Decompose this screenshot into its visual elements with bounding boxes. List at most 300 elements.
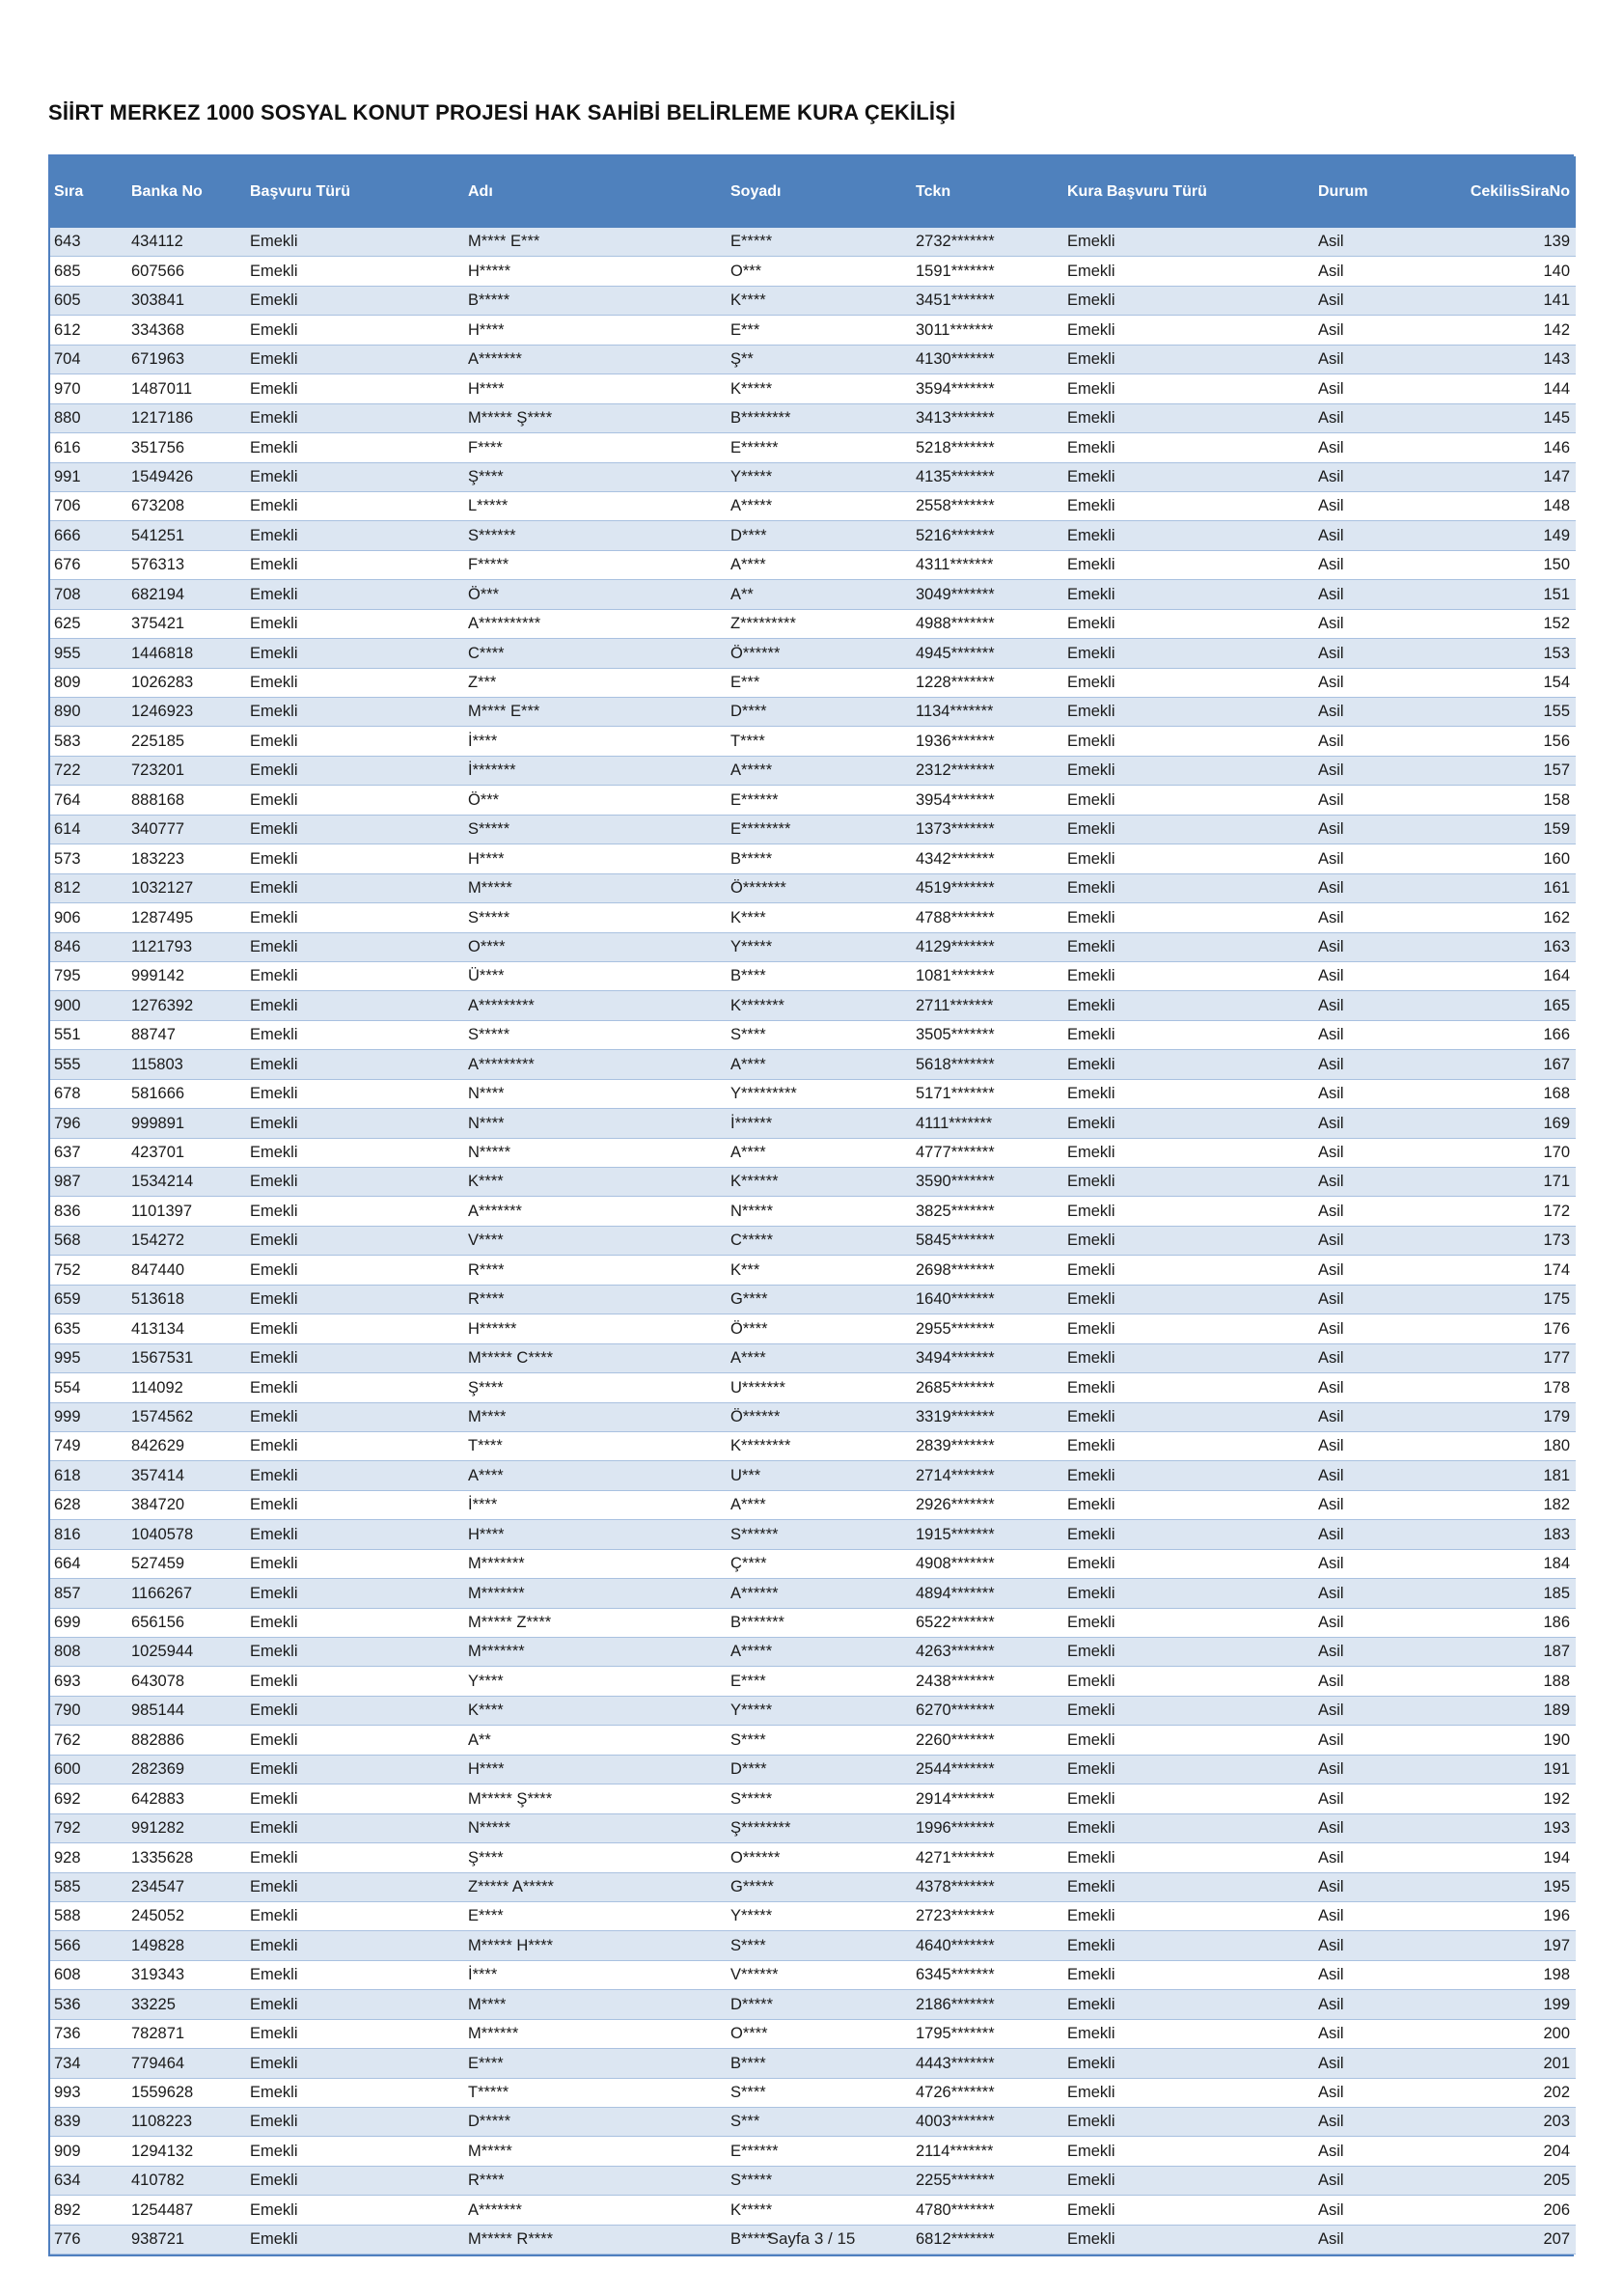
table-row — [50, 1872, 1576, 1901]
cell-soyadi: E****** — [727, 2137, 912, 2166]
cell-banka-no: 673208 — [127, 491, 246, 520]
cell-banka-no: 1567531 — [127, 1343, 246, 1372]
cell-cekilis-sira-no: 201 — [1400, 2049, 1576, 2078]
cell-durum: Asil — [1314, 961, 1400, 990]
cell-kura-basvuru-turu: Emekli — [1063, 1050, 1314, 1079]
cell-basvuru-turu: Emekli — [246, 1755, 464, 1784]
cell-basvuru-turu: Emekli — [246, 462, 464, 491]
cell-cekilis-sira-no: 163 — [1400, 932, 1576, 961]
cell-basvuru-turu: Emekli — [246, 580, 464, 609]
cell-durum: Asil — [1314, 521, 1400, 550]
cell-adi: Z*** — [464, 668, 727, 697]
table-row — [50, 2049, 1576, 2078]
table-row — [50, 550, 1576, 579]
cell-durum: Asil — [1314, 1109, 1400, 1138]
cell-basvuru-turu: Emekli — [246, 1520, 464, 1549]
cell-tckn: 4378******* — [912, 1872, 1063, 1901]
cell-durum: Asil — [1314, 1431, 1400, 1460]
cell-basvuru-turu: Emekli — [246, 1696, 464, 1725]
cell-durum: Asil — [1314, 903, 1400, 932]
cell-durum: Asil — [1314, 2196, 1400, 2225]
cell-adi: H****** — [464, 1314, 727, 1343]
cell-cekilis-sira-no: 180 — [1400, 1431, 1576, 1460]
table-row — [50, 1079, 1576, 1108]
cell-cekilis-sira-no: 175 — [1400, 1285, 1576, 1314]
cell-banka-no: 999142 — [127, 961, 246, 990]
cell-banka-no: 1108223 — [127, 2108, 246, 2137]
cell-cekilis-sira-no: 191 — [1400, 1755, 1576, 1784]
cell-kura-basvuru-turu: Emekli — [1063, 756, 1314, 785]
cell-cekilis-sira-no: 194 — [1400, 1843, 1576, 1872]
cell-kura-basvuru-turu: Emekli — [1063, 521, 1314, 550]
cell-durum: Asil — [1314, 1373, 1400, 1402]
table-row — [50, 1549, 1576, 1578]
cell-kura-basvuru-turu: Emekli — [1063, 961, 1314, 990]
cell-basvuru-turu: Emekli — [246, 345, 464, 373]
cell-basvuru-turu: Emekli — [246, 433, 464, 462]
cell-tckn: 3590******* — [912, 1168, 1063, 1197]
cell-adi: H**** — [464, 1755, 727, 1784]
cell-basvuru-turu: Emekli — [246, 1990, 464, 2019]
cell-banka-no: 183223 — [127, 844, 246, 873]
cell-tckn: 6812******* — [912, 2225, 1063, 2254]
cell-sira: 685 — [50, 257, 127, 286]
cell-sira: 612 — [50, 316, 127, 345]
cell-tckn: 4945******* — [912, 639, 1063, 668]
cell-tckn: 4780******* — [912, 2196, 1063, 2225]
cell-sira: 776 — [50, 2225, 127, 2254]
cell-soyadi: E***** — [727, 228, 912, 257]
cell-sira: 678 — [50, 1079, 127, 1108]
cell-adi: İ**** — [464, 727, 727, 756]
cell-adi: H**** — [464, 316, 727, 345]
cell-banka-no: 1549426 — [127, 462, 246, 491]
cell-kura-basvuru-turu: Emekli — [1063, 2078, 1314, 2107]
cell-kura-basvuru-turu: Emekli — [1063, 1431, 1314, 1460]
cell-sira: 637 — [50, 1138, 127, 1167]
cell-kura-basvuru-turu: Emekli — [1063, 257, 1314, 286]
cell-adi: M***** Ş**** — [464, 403, 727, 432]
table-row — [50, 1109, 1576, 1138]
cell-soyadi: A** — [727, 580, 912, 609]
cell-cekilis-sira-no: 170 — [1400, 1138, 1576, 1167]
cell-basvuru-turu: Emekli — [246, 1168, 464, 1197]
cell-sira: 736 — [50, 2019, 127, 2048]
cell-soyadi: N***** — [727, 1197, 912, 1226]
cell-adi: O**** — [464, 932, 727, 961]
cell-adi: M**** — [464, 1402, 727, 1431]
cell-cekilis-sira-no: 187 — [1400, 1638, 1576, 1667]
cell-durum: Asil — [1314, 1667, 1400, 1696]
cell-sira: 573 — [50, 844, 127, 873]
cell-adi: Ö*** — [464, 786, 727, 815]
cell-banka-no: 1534214 — [127, 1168, 246, 1197]
cell-soyadi: A**** — [727, 1343, 912, 1372]
cell-kura-basvuru-turu: Emekli — [1063, 316, 1314, 345]
cell-banka-no: 513618 — [127, 1285, 246, 1314]
cell-banka-no: 351756 — [127, 433, 246, 462]
table-row — [50, 1520, 1576, 1549]
cell-durum: Asil — [1314, 2049, 1400, 2078]
cell-tckn: 1996******* — [912, 1813, 1063, 1842]
cell-basvuru-turu: Emekli — [246, 1020, 464, 1049]
cell-sira: 790 — [50, 1696, 127, 1725]
cell-cekilis-sira-no: 149 — [1400, 521, 1576, 550]
table-row — [50, 2108, 1576, 2137]
cell-soyadi: Ş** — [727, 345, 912, 373]
cell-banka-no: 643078 — [127, 1667, 246, 1696]
cell-tckn: 1915******* — [912, 1520, 1063, 1549]
cell-soyadi: S**** — [727, 1726, 912, 1755]
cell-kura-basvuru-turu: Emekli — [1063, 1638, 1314, 1667]
table-row — [50, 1343, 1576, 1372]
cell-soyadi: D***** — [727, 1990, 912, 2019]
cell-soyadi: S****** — [727, 1520, 912, 1549]
cell-soyadi: A***** — [727, 491, 912, 520]
cell-cekilis-sira-no: 157 — [1400, 756, 1576, 785]
cell-kura-basvuru-turu: Emekli — [1063, 433, 1314, 462]
table-row — [50, 1638, 1576, 1667]
cell-durum: Asil — [1314, 1050, 1400, 1079]
cell-cekilis-sira-no: 174 — [1400, 1256, 1576, 1285]
cell-basvuru-turu: Emekli — [246, 815, 464, 844]
cell-cekilis-sira-no: 197 — [1400, 1931, 1576, 1960]
cell-banka-no: 115803 — [127, 1050, 246, 1079]
cell-banka-no: 882886 — [127, 1726, 246, 1755]
cell-kura-basvuru-turu: Emekli — [1063, 2137, 1314, 2166]
cell-soyadi: A***** — [727, 756, 912, 785]
cell-tckn: 4908******* — [912, 1549, 1063, 1578]
cell-tckn: 1373******* — [912, 815, 1063, 844]
cell-soyadi: G***** — [727, 1872, 912, 1901]
cell-basvuru-turu: Emekli — [246, 609, 464, 638]
cell-basvuru-turu: Emekli — [246, 1285, 464, 1314]
cell-kura-basvuru-turu: Emekli — [1063, 2049, 1314, 2078]
cell-banka-no: 1294132 — [127, 2137, 246, 2166]
cell-sira: 708 — [50, 580, 127, 609]
cell-adi: Y**** — [464, 1667, 727, 1696]
cell-cekilis-sira-no: 177 — [1400, 1343, 1576, 1372]
cell-adi: M***** R**** — [464, 2225, 727, 2254]
cell-adi: Z***** A***** — [464, 1872, 727, 1901]
cell-tckn: 2114******* — [912, 2137, 1063, 2166]
cell-tckn: 1936******* — [912, 727, 1063, 756]
cell-kura-basvuru-turu: Emekli — [1063, 1402, 1314, 1431]
cell-adi: H**** — [464, 844, 727, 873]
table-row — [50, 1050, 1576, 1079]
cell-tckn: 4130******* — [912, 345, 1063, 373]
cell-durum: Asil — [1314, 1960, 1400, 1989]
cell-sira: 588 — [50, 1901, 127, 1930]
cell-adi: M***** — [464, 873, 727, 902]
cell-sira: 693 — [50, 1667, 127, 1696]
cell-cekilis-sira-no: 151 — [1400, 580, 1576, 609]
header-col-basvuru-turu: Başvuru Türü — [246, 156, 464, 228]
cell-sira: 634 — [50, 2166, 127, 2195]
cell-adi: A********** — [464, 609, 727, 638]
cell-basvuru-turu: Emekli — [246, 374, 464, 403]
cell-kura-basvuru-turu: Emekli — [1063, 2019, 1314, 2048]
cell-basvuru-turu: Emekli — [246, 1931, 464, 1960]
cell-cekilis-sira-no: 148 — [1400, 491, 1576, 520]
cell-soyadi: Y***** — [727, 1696, 912, 1725]
cell-durum: Asil — [1314, 1079, 1400, 1108]
cell-cekilis-sira-no: 189 — [1400, 1696, 1576, 1725]
cell-kura-basvuru-turu: Emekli — [1063, 1490, 1314, 1519]
table-row — [50, 286, 1576, 315]
cell-tckn: 1640******* — [912, 1285, 1063, 1314]
cell-banka-no: 888168 — [127, 786, 246, 815]
cell-durum: Asil — [1314, 1579, 1400, 1608]
cell-sira: 551 — [50, 1020, 127, 1049]
cell-banka-no: 642883 — [127, 1784, 246, 1813]
cell-tckn: 2714******* — [912, 1461, 1063, 1490]
cell-kura-basvuru-turu: Emekli — [1063, 286, 1314, 315]
cell-basvuru-turu: Emekli — [246, 961, 464, 990]
cell-tckn: 3049******* — [912, 580, 1063, 609]
cell-kura-basvuru-turu: Emekli — [1063, 609, 1314, 638]
cell-tckn: 3594******* — [912, 374, 1063, 403]
cell-durum: Asil — [1314, 786, 1400, 815]
cell-tckn: 4988******* — [912, 609, 1063, 638]
cell-kura-basvuru-turu: Emekli — [1063, 2166, 1314, 2195]
cell-basvuru-turu: Emekli — [246, 521, 464, 550]
cell-banka-no: 1254487 — [127, 2196, 246, 2225]
cell-sira: 628 — [50, 1490, 127, 1519]
cell-banka-no: 423701 — [127, 1138, 246, 1167]
cell-cekilis-sira-no: 166 — [1400, 1020, 1576, 1049]
cell-sira: 999 — [50, 1402, 127, 1431]
table-row — [50, 2137, 1576, 2166]
cell-cekilis-sira-no: 190 — [1400, 1726, 1576, 1755]
cell-tckn: 6345******* — [912, 1960, 1063, 1989]
cell-sira: 892 — [50, 2196, 127, 2225]
cell-banka-no: 991282 — [127, 1813, 246, 1842]
cell-durum: Asil — [1314, 580, 1400, 609]
cell-tckn: 1134******* — [912, 698, 1063, 727]
cell-basvuru-turu: Emekli — [246, 2166, 464, 2195]
cell-cekilis-sira-no: 140 — [1400, 257, 1576, 286]
cell-sira: 890 — [50, 698, 127, 727]
cell-adi: Ş**** — [464, 1843, 727, 1872]
cell-kura-basvuru-turu: Emekli — [1063, 1314, 1314, 1343]
cell-adi: A**** — [464, 1461, 727, 1490]
cell-cekilis-sira-no: 162 — [1400, 903, 1576, 932]
cell-banka-no: 154272 — [127, 1226, 246, 1255]
cell-durum: Asil — [1314, 550, 1400, 579]
cell-adi: D***** — [464, 2108, 727, 2137]
cell-tckn: 4129******* — [912, 932, 1063, 961]
cell-durum: Asil — [1314, 1256, 1400, 1285]
cell-cekilis-sira-no: 192 — [1400, 1784, 1576, 1813]
cell-tckn: 3451******* — [912, 286, 1063, 315]
cell-banka-no: 149828 — [127, 1931, 246, 1960]
cell-kura-basvuru-turu: Emekli — [1063, 1667, 1314, 1696]
cell-soyadi: A****** — [727, 1579, 912, 1608]
cell-sira: 928 — [50, 1843, 127, 1872]
cell-banka-no: 114092 — [127, 1373, 246, 1402]
cell-kura-basvuru-turu: Emekli — [1063, 580, 1314, 609]
cell-adi: M******* — [464, 1579, 727, 1608]
cell-durum: Asil — [1314, 815, 1400, 844]
cell-basvuru-turu: Emekli — [246, 1872, 464, 1901]
cell-kura-basvuru-turu: Emekli — [1063, 1579, 1314, 1608]
cell-cekilis-sira-no: 200 — [1400, 2019, 1576, 2048]
cell-soyadi: A**** — [727, 1050, 912, 1079]
cell-sira: 846 — [50, 932, 127, 961]
cell-adi: R**** — [464, 2166, 727, 2195]
cell-kura-basvuru-turu: Emekli — [1063, 727, 1314, 756]
cell-sira: 796 — [50, 1109, 127, 1138]
cell-banka-no: 1166267 — [127, 1579, 246, 1608]
cell-durum: Asil — [1314, 1343, 1400, 1372]
cell-cekilis-sira-no: 143 — [1400, 345, 1576, 373]
table-row — [50, 1667, 1576, 1696]
cell-kura-basvuru-turu: Emekli — [1063, 698, 1314, 727]
cell-soyadi: U******* — [727, 1373, 912, 1402]
cell-durum: Asil — [1314, 1549, 1400, 1578]
cell-kura-basvuru-turu: Emekli — [1063, 1696, 1314, 1725]
cell-sira: 583 — [50, 727, 127, 756]
cell-soyadi: O****** — [727, 1843, 912, 1872]
cell-banka-no: 357414 — [127, 1461, 246, 1490]
table-row — [50, 844, 1576, 873]
cell-durum: Asil — [1314, 1314, 1400, 1343]
cell-basvuru-turu: Emekli — [246, 639, 464, 668]
cell-durum: Asil — [1314, 1990, 1400, 2019]
cell-sira: 812 — [50, 873, 127, 902]
cell-basvuru-turu: Emekli — [246, 932, 464, 961]
table-row — [50, 698, 1576, 727]
cell-sira: 625 — [50, 609, 127, 638]
cell-tckn: 5216******* — [912, 521, 1063, 550]
cell-cekilis-sira-no: 164 — [1400, 961, 1576, 990]
header-col-cekilis-sira-no: CekilisSiraNo — [1400, 156, 1576, 228]
cell-basvuru-turu: Emekli — [246, 1579, 464, 1608]
cell-kura-basvuru-turu: Emekli — [1063, 1990, 1314, 2019]
cell-soyadi: E****** — [727, 786, 912, 815]
cell-tckn: 4263******* — [912, 1638, 1063, 1667]
cell-tckn: 4311******* — [912, 550, 1063, 579]
cell-kura-basvuru-turu: Emekli — [1063, 786, 1314, 815]
cell-banka-no: 334368 — [127, 316, 246, 345]
cell-soyadi: D**** — [727, 1755, 912, 1784]
cell-adi: A********* — [464, 991, 727, 1020]
cell-kura-basvuru-turu: Emekli — [1063, 1373, 1314, 1402]
cell-sira: 536 — [50, 1990, 127, 2019]
table-row — [50, 1843, 1576, 1872]
cell-cekilis-sira-no: 147 — [1400, 462, 1576, 491]
cell-basvuru-turu: Emekli — [246, 1960, 464, 1989]
table-row — [50, 403, 1576, 432]
cell-tckn: 3954******* — [912, 786, 1063, 815]
cell-tckn: 5618******* — [912, 1050, 1063, 1079]
cell-durum: Asil — [1314, 1638, 1400, 1667]
table-row — [50, 345, 1576, 373]
cell-adi: A******* — [464, 1197, 727, 1226]
header-col-soyadi: Soyadı — [727, 156, 912, 228]
table-row — [50, 756, 1576, 785]
cell-sira: 809 — [50, 668, 127, 697]
cell-sira: 955 — [50, 639, 127, 668]
cell-basvuru-turu: Emekli — [246, 1079, 464, 1108]
header-col-banka-no: Banka No — [127, 156, 246, 228]
cell-adi: F**** — [464, 433, 727, 462]
cell-basvuru-turu: Emekli — [246, 698, 464, 727]
cell-sira: 566 — [50, 1931, 127, 1960]
cell-kura-basvuru-turu: Emekli — [1063, 1931, 1314, 1960]
cell-adi: İ******* — [464, 756, 727, 785]
cell-cekilis-sira-no: 159 — [1400, 815, 1576, 844]
cell-tckn: 2914******* — [912, 1784, 1063, 1813]
cell-tckn: 2438******* — [912, 1667, 1063, 1696]
cell-adi: K**** — [464, 1696, 727, 1725]
cell-adi: M***** C**** — [464, 1343, 727, 1372]
cell-basvuru-turu: Emekli — [246, 1784, 464, 1813]
cell-tckn: 4003******* — [912, 2108, 1063, 2137]
cell-cekilis-sira-no: 165 — [1400, 991, 1576, 1020]
cell-adi: A******* — [464, 345, 727, 373]
cell-sira: 752 — [50, 1256, 127, 1285]
cell-kura-basvuru-turu: Emekli — [1063, 873, 1314, 902]
table-row — [50, 1490, 1576, 1519]
cell-basvuru-turu: Emekli — [246, 1314, 464, 1343]
table-row — [50, 580, 1576, 609]
cell-soyadi: K***** — [727, 2196, 912, 2225]
cell-kura-basvuru-turu: Emekli — [1063, 1197, 1314, 1226]
cell-adi: A******* — [464, 2196, 727, 2225]
cell-durum: Asil — [1314, 1138, 1400, 1167]
cell-basvuru-turu: Emekli — [246, 316, 464, 345]
cell-basvuru-turu: Emekli — [246, 286, 464, 315]
cell-durum: Asil — [1314, 1784, 1400, 1813]
table-row — [50, 2078, 1576, 2107]
cell-tckn: 2711******* — [912, 991, 1063, 1020]
cell-soyadi: E****** — [727, 433, 912, 462]
cell-soyadi: S***** — [727, 1784, 912, 1813]
cell-sira: 608 — [50, 1960, 127, 1989]
cell-adi: N**** — [464, 1079, 727, 1108]
cell-durum: Asil — [1314, 2137, 1400, 2166]
cell-banka-no: 1574562 — [127, 1402, 246, 1431]
cell-kura-basvuru-turu: Emekli — [1063, 1901, 1314, 1930]
cell-kura-basvuru-turu: Emekli — [1063, 991, 1314, 1020]
cell-cekilis-sira-no: 188 — [1400, 1667, 1576, 1696]
cell-soyadi: B***** — [727, 2225, 912, 2254]
cell-basvuru-turu: Emekli — [246, 844, 464, 873]
cell-sira: 795 — [50, 961, 127, 990]
cell-durum: Asil — [1314, 1490, 1400, 1519]
cell-sira: 734 — [50, 2049, 127, 2078]
cell-soyadi: Ş******** — [727, 1813, 912, 1842]
cell-durum: Asil — [1314, 1901, 1400, 1930]
table-row — [50, 991, 1576, 1020]
cell-kura-basvuru-turu: Emekli — [1063, 668, 1314, 697]
cell-basvuru-turu: Emekli — [246, 1726, 464, 1755]
cell-durum: Asil — [1314, 2108, 1400, 2137]
cell-cekilis-sira-no: 171 — [1400, 1168, 1576, 1197]
table-row — [50, 1138, 1576, 1167]
cell-basvuru-turu: Emekli — [246, 873, 464, 902]
cell-soyadi: C***** — [727, 1226, 912, 1255]
cell-adi: E**** — [464, 2049, 727, 2078]
cell-cekilis-sira-no: 186 — [1400, 1608, 1576, 1637]
cell-soyadi: K******** — [727, 1431, 912, 1460]
cell-banka-no: 33225 — [127, 1990, 246, 2019]
cell-adi: T***** — [464, 2078, 727, 2107]
cell-soyadi: S**** — [727, 1020, 912, 1049]
cell-tckn: 4640******* — [912, 1931, 1063, 1960]
